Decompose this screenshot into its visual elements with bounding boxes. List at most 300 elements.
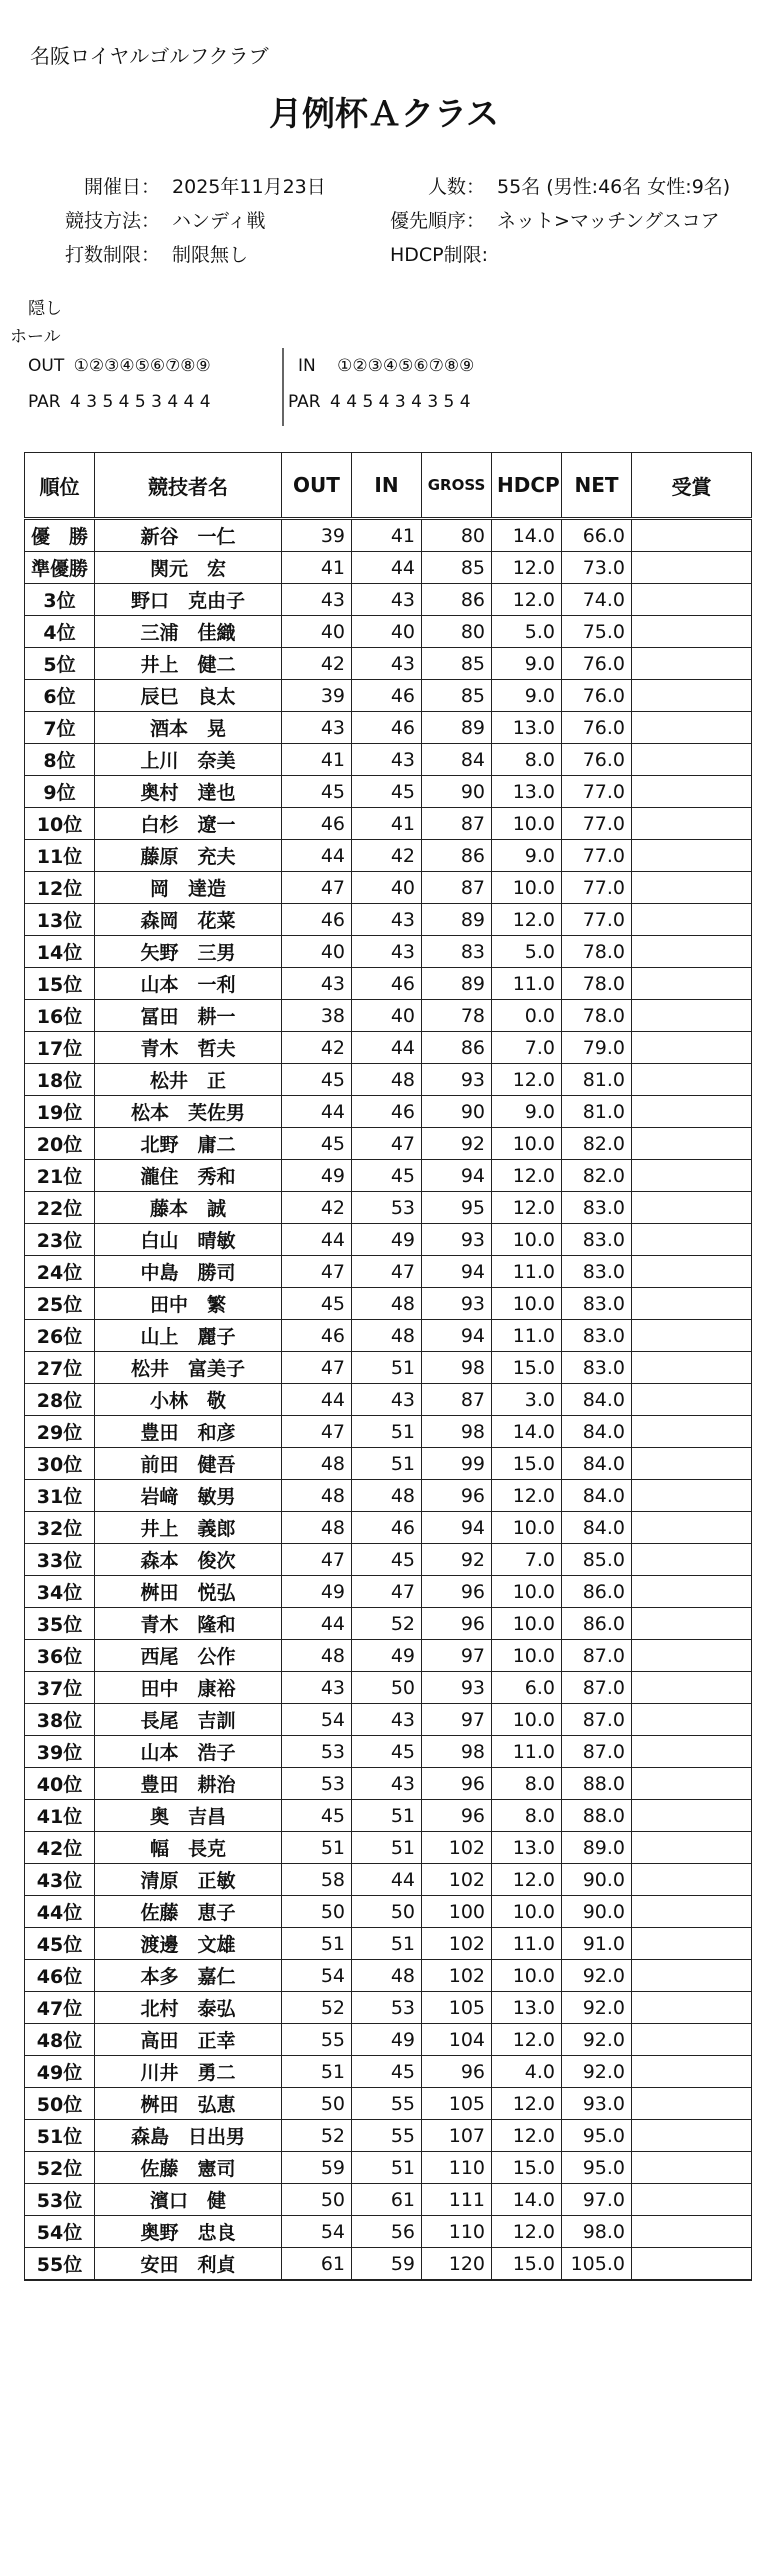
player-name-cell: 濱口 健 bbox=[95, 2184, 282, 2216]
hdcp-cell: 14.0 bbox=[492, 2184, 562, 2216]
in-cell: 56 bbox=[352, 2216, 422, 2248]
out-cell: 51 bbox=[282, 2056, 352, 2088]
out-cell: 53 bbox=[282, 1768, 352, 1800]
award-cell bbox=[632, 2184, 752, 2216]
par-out-row bbox=[28, 392, 211, 412]
out-cell: 45 bbox=[282, 1800, 352, 1832]
player-name-cell: 野口 克由子 bbox=[95, 584, 282, 616]
net-cell: 77.0 bbox=[562, 872, 632, 904]
table-header-row bbox=[25, 453, 752, 519]
player-name-cell: 桝田 弘恵 bbox=[95, 2088, 282, 2120]
player-name-cell: 岩﨑 敏男 bbox=[95, 1480, 282, 1512]
hdcp-cell: 10.0 bbox=[492, 1704, 562, 1736]
header-gross: GROSS bbox=[422, 453, 492, 519]
gross-cell: 89 bbox=[422, 904, 492, 936]
hdcp-cell: 12.0 bbox=[492, 584, 562, 616]
net-cell: 83.0 bbox=[562, 1256, 632, 1288]
header-rank: 順位 bbox=[25, 453, 95, 519]
in-cell: 55 bbox=[352, 2088, 422, 2120]
rank-cell: 6位 bbox=[25, 680, 95, 712]
net-cell: 92.0 bbox=[562, 1960, 632, 1992]
player-name-cell: 井上 健二 bbox=[95, 648, 282, 680]
net-cell: 82.0 bbox=[562, 1128, 632, 1160]
count-value: 55名 (男性:46名 女性:9名) bbox=[497, 176, 731, 198]
gross-cell: 93 bbox=[422, 1288, 492, 1320]
gross-cell: 86 bbox=[422, 584, 492, 616]
net-cell: 86.0 bbox=[562, 1608, 632, 1640]
hdcp-cell: 0.0 bbox=[492, 1000, 562, 1032]
out-cell: 54 bbox=[282, 1704, 352, 1736]
gross-cell: 78 bbox=[422, 1000, 492, 1032]
page-title: 月例杯Ａクラス bbox=[268, 94, 499, 133]
table-row bbox=[25, 1672, 752, 1704]
award-cell bbox=[632, 1160, 752, 1192]
award-cell bbox=[632, 1800, 752, 1832]
award-cell bbox=[632, 1896, 752, 1928]
table-row bbox=[25, 1480, 752, 1512]
gross-cell: 99 bbox=[422, 1448, 492, 1480]
in-cell: 51 bbox=[352, 1448, 422, 1480]
out-cell: 52 bbox=[282, 2120, 352, 2152]
player-name-cell: 前田 健吾 bbox=[95, 1448, 282, 1480]
rank-cell: 48位 bbox=[25, 2024, 95, 2056]
player-name-cell: 森本 俊次 bbox=[95, 1544, 282, 1576]
rank-cell: 24位 bbox=[25, 1256, 95, 1288]
award-cell bbox=[632, 2120, 752, 2152]
hdcp-cell: 12.0 bbox=[492, 1160, 562, 1192]
table-row bbox=[25, 1736, 752, 1768]
in-cell: 40 bbox=[352, 616, 422, 648]
table-row bbox=[25, 968, 752, 1000]
in-cell: 43 bbox=[352, 1384, 422, 1416]
rank-cell: 17位 bbox=[25, 1032, 95, 1064]
hdcp-cell: 7.0 bbox=[492, 1032, 562, 1064]
award-cell bbox=[632, 1448, 752, 1480]
table-row bbox=[25, 519, 752, 552]
player-name-cell: 青木 隆和 bbox=[95, 1608, 282, 1640]
par-in-label: PAR bbox=[288, 392, 321, 412]
out-cell: 47 bbox=[282, 872, 352, 904]
net-cell: 89.0 bbox=[562, 1832, 632, 1864]
player-name-cell: 渡邊 文雄 bbox=[95, 1928, 282, 1960]
net-cell: 90.0 bbox=[562, 1896, 632, 1928]
hdcp-cell: 11.0 bbox=[492, 1928, 562, 1960]
out-cell: 58 bbox=[282, 1864, 352, 1896]
gross-cell: 93 bbox=[422, 1672, 492, 1704]
rank-cell: 47位 bbox=[25, 1992, 95, 2024]
rank-cell: 7位 bbox=[25, 712, 95, 744]
in-cell: 43 bbox=[352, 1704, 422, 1736]
player-name-cell: 関元 宏 bbox=[95, 552, 282, 584]
award-cell bbox=[632, 1512, 752, 1544]
award-cell bbox=[632, 840, 752, 872]
player-name-cell: 酒本 晃 bbox=[95, 712, 282, 744]
hdcp-cell: 13.0 bbox=[492, 1832, 562, 1864]
rank-cell: 5位 bbox=[25, 648, 95, 680]
in-cell: 46 bbox=[352, 712, 422, 744]
award-cell bbox=[632, 1832, 752, 1864]
player-name-cell: 佐藤 憲司 bbox=[95, 2152, 282, 2184]
net-cell: 87.0 bbox=[562, 1704, 632, 1736]
table-row bbox=[25, 1704, 752, 1736]
net-cell: 98.0 bbox=[562, 2216, 632, 2248]
out-cell: 41 bbox=[282, 744, 352, 776]
net-cell: 84.0 bbox=[562, 1448, 632, 1480]
out-cell: 47 bbox=[282, 1416, 352, 1448]
player-name-cell: 上川 奈美 bbox=[95, 744, 282, 776]
in-cell: 52 bbox=[352, 1608, 422, 1640]
table-row bbox=[25, 1032, 752, 1064]
hdcp-cell: 11.0 bbox=[492, 1736, 562, 1768]
out-cell: 43 bbox=[282, 968, 352, 1000]
gross-cell: 96 bbox=[422, 1800, 492, 1832]
net-cell: 91.0 bbox=[562, 1928, 632, 1960]
hdcp-label: HDCP制限: bbox=[390, 244, 489, 266]
hidden-label: 隠し bbox=[28, 299, 62, 319]
award-cell bbox=[632, 648, 752, 680]
table-row bbox=[25, 904, 752, 936]
player-name-cell: 清原 正敏 bbox=[95, 1864, 282, 1896]
award-cell bbox=[632, 2088, 752, 2120]
rank-cell: 52位 bbox=[25, 2152, 95, 2184]
count-info bbox=[385, 172, 730, 199]
rank-cell: 27位 bbox=[25, 1352, 95, 1384]
gross-cell: 102 bbox=[422, 1864, 492, 1896]
award-cell bbox=[632, 1000, 752, 1032]
holes-divider bbox=[282, 348, 284, 426]
net-cell: 73.0 bbox=[562, 552, 632, 584]
hdcp-cell: 12.0 bbox=[492, 904, 562, 936]
net-cell: 84.0 bbox=[562, 1416, 632, 1448]
out-hole-selectors[interactable]: ①②③④⑤⑥⑦⑧⑨ bbox=[73, 356, 211, 376]
in-cell: 42 bbox=[352, 840, 422, 872]
rank-cell: 33位 bbox=[25, 1544, 95, 1576]
award-cell bbox=[632, 1608, 752, 1640]
player-name-cell: 松本 芙佐男 bbox=[95, 1096, 282, 1128]
out-cell: 47 bbox=[282, 1256, 352, 1288]
hdcp-cell: 10.0 bbox=[492, 1576, 562, 1608]
hdcp-cell: 10.0 bbox=[492, 1608, 562, 1640]
net-cell: 85.0 bbox=[562, 1544, 632, 1576]
gross-cell: 102 bbox=[422, 1832, 492, 1864]
table-row bbox=[25, 808, 752, 840]
player-name-cell: 奥野 忠良 bbox=[95, 2216, 282, 2248]
rank-cell: 8位 bbox=[25, 744, 95, 776]
rank-cell: 40位 bbox=[25, 1768, 95, 1800]
in-cell: 44 bbox=[352, 552, 422, 584]
hdcp-cell: 10.0 bbox=[492, 1288, 562, 1320]
rank-cell: 19位 bbox=[25, 1096, 95, 1128]
hdcp-cell: 10.0 bbox=[492, 1224, 562, 1256]
hdcp-cell: 8.0 bbox=[492, 1768, 562, 1800]
player-name-cell: 田中 繁 bbox=[95, 1288, 282, 1320]
rank-cell: 55位 bbox=[25, 2248, 95, 2281]
gross-cell: 94 bbox=[422, 1320, 492, 1352]
limit-info bbox=[40, 240, 248, 267]
out-cell: 42 bbox=[282, 1032, 352, 1064]
table-row bbox=[25, 1960, 752, 1992]
out-cell: 43 bbox=[282, 712, 352, 744]
rank-cell: 50位 bbox=[25, 2088, 95, 2120]
header-award: 受賞 bbox=[632, 453, 752, 519]
in-cell: 46 bbox=[352, 968, 422, 1000]
award-cell bbox=[632, 2248, 752, 2281]
rank-cell: 51位 bbox=[25, 2120, 95, 2152]
out-cell: 45 bbox=[282, 776, 352, 808]
rank-cell: 12位 bbox=[25, 872, 95, 904]
priority-info bbox=[385, 206, 720, 233]
player-name-cell: 藤原 充夫 bbox=[95, 840, 282, 872]
out-cell: 48 bbox=[282, 1640, 352, 1672]
net-cell: 79.0 bbox=[562, 1032, 632, 1064]
award-cell bbox=[632, 872, 752, 904]
table-row bbox=[25, 2248, 752, 2281]
in-cell: 51 bbox=[352, 1416, 422, 1448]
gross-cell: 111 bbox=[422, 2184, 492, 2216]
hdcp-cell: 9.0 bbox=[492, 680, 562, 712]
out-cell: 44 bbox=[282, 1224, 352, 1256]
in-cell: 48 bbox=[352, 1064, 422, 1096]
award-cell bbox=[632, 1416, 752, 1448]
gross-cell: 94 bbox=[422, 1512, 492, 1544]
table-row bbox=[25, 1160, 752, 1192]
award-cell bbox=[632, 1192, 752, 1224]
in-cell: 44 bbox=[352, 1032, 422, 1064]
gross-cell: 120 bbox=[422, 2248, 492, 2281]
player-name-cell: 井上 義郎 bbox=[95, 1512, 282, 1544]
table-row bbox=[25, 1512, 752, 1544]
out-cell: 50 bbox=[282, 1896, 352, 1928]
rank-cell: 54位 bbox=[25, 2216, 95, 2248]
gross-cell: 98 bbox=[422, 1736, 492, 1768]
gross-cell: 83 bbox=[422, 936, 492, 968]
award-cell bbox=[632, 1064, 752, 1096]
net-cell: 74.0 bbox=[562, 584, 632, 616]
award-cell bbox=[632, 1128, 752, 1160]
rank-cell: 16位 bbox=[25, 1000, 95, 1032]
award-cell bbox=[632, 936, 752, 968]
out-cell: 55 bbox=[282, 2024, 352, 2056]
hdcp-cell: 9.0 bbox=[492, 840, 562, 872]
in-cell: 47 bbox=[352, 1128, 422, 1160]
hdcp-cell: 11.0 bbox=[492, 968, 562, 1000]
hdcp-cell: 12.0 bbox=[492, 1192, 562, 1224]
award-cell bbox=[632, 1224, 752, 1256]
award-cell bbox=[632, 519, 752, 552]
net-cell: 88.0 bbox=[562, 1800, 632, 1832]
net-cell: 82.0 bbox=[562, 1160, 632, 1192]
rank-cell: 34位 bbox=[25, 1576, 95, 1608]
net-cell: 105.0 bbox=[562, 2248, 632, 2281]
out-cell: 47 bbox=[282, 1544, 352, 1576]
in-cell: 51 bbox=[352, 1928, 422, 1960]
award-cell bbox=[632, 616, 752, 648]
player-name-cell: 冨田 耕一 bbox=[95, 1000, 282, 1032]
table-row bbox=[25, 1320, 752, 1352]
net-cell: 81.0 bbox=[562, 1096, 632, 1128]
in-cell: 48 bbox=[352, 1480, 422, 1512]
out-cell: 42 bbox=[282, 1192, 352, 1224]
hdcp-cell: 12.0 bbox=[492, 2088, 562, 2120]
gross-cell: 89 bbox=[422, 712, 492, 744]
hdcp-cell: 12.0 bbox=[492, 1480, 562, 1512]
header-net: NET bbox=[562, 453, 632, 519]
out-cell: 54 bbox=[282, 2216, 352, 2248]
table-row bbox=[25, 1768, 752, 1800]
net-cell: 77.0 bbox=[562, 840, 632, 872]
table-row bbox=[25, 1896, 752, 1928]
rank-cell: 53位 bbox=[25, 2184, 95, 2216]
in-hole-selectors[interactable]: ①②③④⑤⑥⑦⑧⑨ bbox=[337, 356, 475, 376]
hdcp-cell: 5.0 bbox=[492, 936, 562, 968]
rank-cell: 3位 bbox=[25, 584, 95, 616]
player-name-cell: 青木 哲夫 bbox=[95, 1032, 282, 1064]
gross-cell: 96 bbox=[422, 1768, 492, 1800]
rank-cell: 28位 bbox=[25, 1384, 95, 1416]
table-row bbox=[25, 1416, 752, 1448]
hdcp-cell: 13.0 bbox=[492, 776, 562, 808]
table-row bbox=[25, 1544, 752, 1576]
out-cell: 44 bbox=[282, 1384, 352, 1416]
out-cell: 44 bbox=[282, 840, 352, 872]
out-holes-row bbox=[28, 356, 211, 376]
gross-cell: 95 bbox=[422, 1192, 492, 1224]
limit-label: 打数制限： bbox=[64, 244, 160, 266]
hdcp-cell: 7.0 bbox=[492, 1544, 562, 1576]
net-cell: 76.0 bbox=[562, 680, 632, 712]
gross-cell: 104 bbox=[422, 2024, 492, 2056]
hdcp-cell: 11.0 bbox=[492, 1320, 562, 1352]
in-cell: 48 bbox=[352, 1960, 422, 1992]
net-cell: 87.0 bbox=[562, 1640, 632, 1672]
net-cell: 87.0 bbox=[562, 1672, 632, 1704]
award-cell bbox=[632, 1960, 752, 1992]
net-cell: 77.0 bbox=[562, 904, 632, 936]
hdcp-cell: 8.0 bbox=[492, 1800, 562, 1832]
club-name: 名阪ロイヤルゴルフクラブ bbox=[30, 44, 269, 68]
in-cell: 48 bbox=[352, 1288, 422, 1320]
player-name-cell: 奥村 達也 bbox=[95, 776, 282, 808]
net-cell: 92.0 bbox=[562, 1992, 632, 2024]
rank-cell: 4位 bbox=[25, 616, 95, 648]
rank-cell: 42位 bbox=[25, 1832, 95, 1864]
table-row bbox=[25, 744, 752, 776]
out-cell: 61 bbox=[282, 2248, 352, 2281]
rank-cell: 14位 bbox=[25, 936, 95, 968]
player-name-cell: 岡 達造 bbox=[95, 872, 282, 904]
net-cell: 92.0 bbox=[562, 2024, 632, 2056]
date-label: 開催日： bbox=[83, 176, 160, 198]
player-name-cell: 三浦 佳織 bbox=[95, 616, 282, 648]
net-cell: 83.0 bbox=[562, 1224, 632, 1256]
player-name-cell: 川井 勇二 bbox=[95, 2056, 282, 2088]
hdcp-cell: 11.0 bbox=[492, 1256, 562, 1288]
gross-cell: 87 bbox=[422, 808, 492, 840]
out-cell: 48 bbox=[282, 1480, 352, 1512]
hdcp-info bbox=[390, 240, 494, 267]
out-cell: 50 bbox=[282, 2184, 352, 2216]
out-cell: 48 bbox=[282, 1448, 352, 1480]
in-cell: 41 bbox=[352, 808, 422, 840]
rank-cell: 44位 bbox=[25, 1896, 95, 1928]
out-cell: 59 bbox=[282, 2152, 352, 2184]
net-cell: 86.0 bbox=[562, 1576, 632, 1608]
hdcp-cell: 10.0 bbox=[492, 1896, 562, 1928]
gross-cell: 100 bbox=[422, 1896, 492, 1928]
gross-cell: 105 bbox=[422, 2088, 492, 2120]
gross-cell: 96 bbox=[422, 2056, 492, 2088]
gross-cell: 85 bbox=[422, 552, 492, 584]
award-cell bbox=[632, 2056, 752, 2088]
award-cell bbox=[632, 584, 752, 616]
rank-cell: 46位 bbox=[25, 1960, 95, 1992]
rank-cell: 15位 bbox=[25, 968, 95, 1000]
out-cell: 46 bbox=[282, 904, 352, 936]
in-cell: 51 bbox=[352, 1832, 422, 1864]
in-cell: 43 bbox=[352, 744, 422, 776]
out-cell: 45 bbox=[282, 1128, 352, 1160]
gross-cell: 90 bbox=[422, 1096, 492, 1128]
table-row bbox=[25, 1800, 752, 1832]
award-cell bbox=[632, 552, 752, 584]
player-name-cell: 新谷 一仁 bbox=[95, 519, 282, 552]
out-cell: 47 bbox=[282, 1352, 352, 1384]
gross-cell: 87 bbox=[422, 872, 492, 904]
table-row bbox=[25, 1256, 752, 1288]
date-info bbox=[40, 172, 326, 199]
net-cell: 95.0 bbox=[562, 2152, 632, 2184]
player-name-cell: 森岡 花菜 bbox=[95, 904, 282, 936]
net-cell: 83.0 bbox=[562, 1352, 632, 1384]
player-name-cell: 北野 庸二 bbox=[95, 1128, 282, 1160]
out-cell: 39 bbox=[282, 519, 352, 552]
award-cell bbox=[632, 1480, 752, 1512]
table-row bbox=[25, 2024, 752, 2056]
date-value: 2025年11月23日 bbox=[172, 176, 326, 198]
rank-cell: 35位 bbox=[25, 1608, 95, 1640]
gross-cell: 98 bbox=[422, 1416, 492, 1448]
net-cell: 93.0 bbox=[562, 2088, 632, 2120]
table-row bbox=[25, 648, 752, 680]
hdcp-cell: 6.0 bbox=[492, 1672, 562, 1704]
in-cell: 43 bbox=[352, 936, 422, 968]
hdcp-cell: 15.0 bbox=[492, 1352, 562, 1384]
gross-cell: 85 bbox=[422, 648, 492, 680]
out-cell: 45 bbox=[282, 1288, 352, 1320]
net-cell: 78.0 bbox=[562, 968, 632, 1000]
in-cell: 45 bbox=[352, 1160, 422, 1192]
player-name-cell: 白杉 遼一 bbox=[95, 808, 282, 840]
out-cell: 46 bbox=[282, 1320, 352, 1352]
table-row bbox=[25, 1576, 752, 1608]
award-cell bbox=[632, 1928, 752, 1960]
award-cell bbox=[632, 712, 752, 744]
in-cell: 40 bbox=[352, 872, 422, 904]
table-row bbox=[25, 2216, 752, 2248]
rank-cell: 37位 bbox=[25, 1672, 95, 1704]
in-cell: 51 bbox=[352, 2152, 422, 2184]
table-row bbox=[25, 1000, 752, 1032]
in-cell: 45 bbox=[352, 776, 422, 808]
in-cell: 53 bbox=[352, 1192, 422, 1224]
out-cell: 54 bbox=[282, 1960, 352, 1992]
player-name-cell: 森島 日出男 bbox=[95, 2120, 282, 2152]
award-cell bbox=[632, 968, 752, 1000]
results-table bbox=[24, 452, 752, 2281]
gross-cell: 98 bbox=[422, 1352, 492, 1384]
out-cell: 51 bbox=[282, 1832, 352, 1864]
award-cell bbox=[632, 2024, 752, 2056]
